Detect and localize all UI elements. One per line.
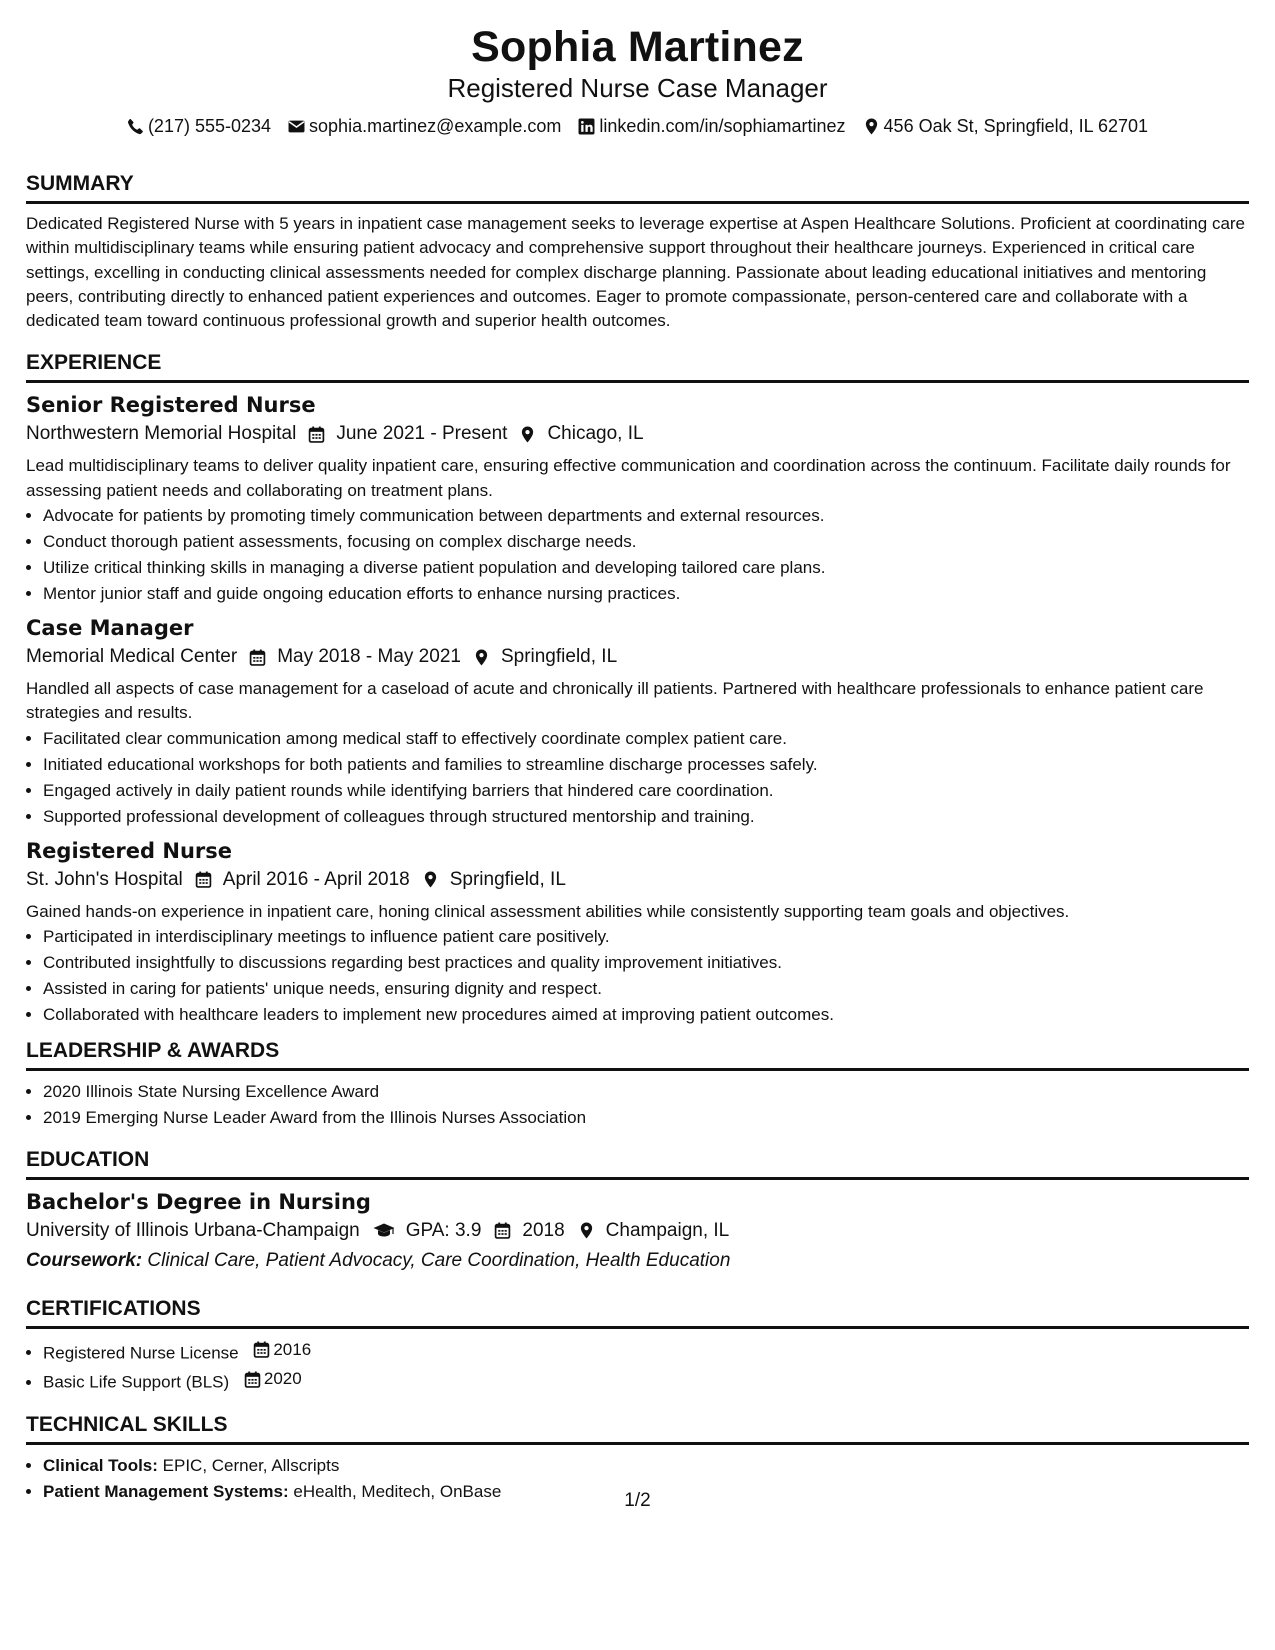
graduation-year-text: 2018	[522, 1219, 565, 1241]
address-text: 456 Oak St, Springfield, IL 62701	[883, 116, 1149, 136]
job-bullet: • Utilize critical thinking skills in managing a diverse patient population and developing tailored care plans.	[43, 555, 1249, 581]
job-bullets	[26, 503, 1249, 607]
coursework	[26, 1246, 1249, 1276]
section-divider	[26, 380, 1249, 383]
school-name: University of Illinois Urbana-Champaign	[26, 1219, 360, 1241]
phone-text: (217) 555-0234	[147, 116, 272, 136]
experience-heading: EXPERIENCE	[26, 351, 162, 375]
education-section	[26, 1147, 1249, 1276]
skill-label: Clinical Tools:	[43, 1455, 158, 1475]
map-pin-icon	[473, 649, 490, 666]
linkedin-icon	[578, 118, 595, 135]
phone-icon	[127, 118, 144, 135]
certification-year	[253, 1337, 311, 1363]
calendar-icon	[244, 1371, 261, 1388]
job-bullet: • Conduct thorough patient assessments, focusing on complex discharge needs.	[43, 529, 1249, 555]
education-meta	[26, 1216, 1249, 1246]
job-location-text: Chicago, IL	[547, 423, 644, 445]
section-divider	[26, 1068, 1249, 1071]
graduation-year	[494, 1216, 564, 1246]
job-dates	[195, 865, 410, 895]
email-text: sophia.martinez@example.com	[309, 116, 562, 136]
contact-address	[863, 114, 1149, 138]
calendar-icon	[494, 1222, 511, 1239]
job-bullet: • Mentor junior staff and guide ongoing education efforts to enhance nursing practices.	[43, 581, 1249, 607]
certification-item	[43, 1337, 1249, 1367]
experience-section	[26, 350, 1249, 1027]
contact-phone[interactable]	[127, 114, 271, 138]
job-employer: St. John's Hospital	[26, 868, 183, 890]
certification-item	[43, 1366, 1249, 1396]
job-title: Case Manager	[26, 616, 194, 641]
job-dates	[249, 642, 461, 672]
skill-value: EPIC, Cerner, Allscripts	[162, 1455, 340, 1475]
job-entry	[26, 391, 1249, 607]
envelope-icon	[288, 118, 305, 135]
job-title: Registered Nurse	[26, 838, 232, 863]
job-location	[519, 419, 643, 449]
awards-list	[26, 1079, 1249, 1131]
job-meta	[26, 419, 1249, 449]
section-divider	[26, 1177, 1249, 1180]
summary-text: Dedicated Registered Nurse with 5 years in inpatient case management seeks to leverage expertise at Aspen Healthcare Solutions. Proficient at coordinating care within multidisciplinary teams while ensuring patient advocacy and comprehensive support throughout their healthcare journeys. Experienced in critical care settings, excelling in conducting clinical assessments needed for complex discharge planning. Passionate about leading educational initiatives and mentoring peers, contributing directly to enhanced patient experiences and outcomes. Eager to promote compassionate, person-centered care and collaborate with a dedicated team toward continuous professional growth and superior health outcomes.	[26, 214, 1246, 331]
certification-year-text: 2020	[263, 1369, 302, 1389]
candidate-title: Registered Nurse Case Manager	[447, 73, 828, 103]
job-bullet: • Assisted in caring for patients' unique needs, ensuring dignity and respect.	[43, 976, 1249, 1002]
summary-section	[26, 171, 1249, 333]
section-divider	[26, 1442, 1249, 1445]
certification-year	[244, 1366, 302, 1392]
job-entry	[26, 614, 1249, 830]
skills-heading: TECHNICAL SKILLS	[26, 1412, 228, 1436]
education-heading: EDUCATION	[26, 1147, 150, 1171]
section-divider	[26, 201, 1249, 204]
job-meta	[26, 642, 1249, 672]
job-description: Lead multidisciplinary teams to deliver quality inpatient care, ensuring effective communication and coordination across the continuum. Facilitate daily rounds for assessing patient needs and collaborating on treatment plans.	[26, 456, 1231, 500]
job-bullet: • Facilitated clear communication among medical staff to effectively coordinate complex patient care.	[43, 726, 1249, 752]
job-dates	[308, 419, 507, 449]
job-dates-text: May 2018 - May 2021	[277, 646, 461, 668]
job-title: Senior Registered Nurse	[26, 393, 316, 418]
certification-year-text: 2016	[273, 1339, 312, 1359]
job-dates-text: June 2021 - Present	[336, 423, 508, 445]
job-description: Handled all aspects of case management for a caseload of acute and chronically ill patients. Partnered with healthcare professionals to enhance patient care strategies and results.	[26, 679, 1204, 723]
job-employer: Northwestern Memorial Hospital	[26, 423, 297, 445]
job-location-text: Springfield, IL	[500, 646, 618, 668]
job-bullets	[26, 726, 1249, 830]
calendar-icon	[253, 1341, 270, 1358]
job-bullet: • Supported professional development of colleagues through structured mentorship and training.	[43, 804, 1249, 830]
map-pin-icon	[863, 118, 880, 135]
calendar-icon	[195, 871, 212, 888]
job-bullet: • Collaborated with healthcare leaders to implement new procedures aimed at improving patient outcomes.	[43, 1002, 1249, 1028]
contact-bar	[26, 114, 1249, 138]
certification-name: Registered Nurse License	[43, 1343, 239, 1363]
candidate-name: Sophia Martinez	[471, 23, 804, 71]
section-divider	[26, 1326, 1249, 1329]
contact-linkedin[interactable]	[578, 114, 845, 138]
graduation-cap-icon	[373, 1222, 395, 1239]
resume-header	[26, 22, 1249, 138]
award-item: • 2020 Illinois State Nursing Excellence Award	[43, 1079, 1249, 1105]
certifications-section	[26, 1296, 1249, 1396]
job-description: Gained hands-on experience in inpatient care, honing clinical assessment abilities while consistently supporting team goals and objectives.	[26, 901, 1070, 921]
school-location	[578, 1216, 730, 1246]
map-pin-icon	[519, 426, 536, 443]
degree-title: Bachelor's Degree in Nursing	[26, 1189, 371, 1214]
award-item: • 2019 Emerging Nurse Leader Award from the Illinois Nurses Association	[43, 1105, 1249, 1131]
job-bullet: • Advocate for patients by promoting timely communication between departments and external resources.	[43, 503, 1249, 529]
job-bullet: • Participated in interdisciplinary meetings to influence patient care positively.	[43, 924, 1249, 950]
job-meta	[26, 865, 1249, 895]
coursework-text: Clinical Care, Patient Advocacy, Care Coordination, Health Education	[147, 1249, 731, 1271]
certifications-list	[26, 1337, 1249, 1396]
skill-item	[43, 1453, 1249, 1479]
awards-heading: LEADERSHIP & AWARDS	[26, 1038, 280, 1062]
gpa	[373, 1216, 482, 1246]
skill-label: Patient Management Systems:	[43, 1481, 289, 1501]
job-employer: Memorial Medical Center	[26, 646, 238, 668]
calendar-icon	[308, 426, 325, 443]
calendar-icon	[249, 649, 266, 666]
gpa-text: GPA: 3.9	[405, 1219, 482, 1241]
job-dates-text: April 2016 - April 2018	[222, 868, 410, 890]
awards-section	[26, 1038, 1249, 1131]
job-location-text: Springfield, IL	[449, 868, 566, 890]
summary-heading: SUMMARY	[26, 172, 134, 195]
page-number: 1/2	[624, 1490, 651, 1511]
map-pin-icon	[422, 871, 439, 888]
job-location	[422, 865, 566, 895]
certification-name: Basic Life Support (BLS)	[43, 1372, 230, 1392]
job-bullet: • Initiated educational workshops for both patients and families to streamline discharge processes safely.	[43, 752, 1249, 778]
linkedin-text: linkedin.com/in/sophiamartinez	[599, 116, 846, 136]
job-bullet: • Engaged actively in daily patient rounds while identifying barriers that hindered care coordination.	[43, 778, 1249, 804]
job-bullets	[26, 924, 1249, 1028]
contact-email[interactable]	[288, 114, 561, 138]
job-bullet: • Contributed insightfully to discussions regarding best practices and quality improvement initiatives.	[43, 950, 1249, 976]
map-pin-icon	[578, 1222, 595, 1239]
coursework-label: Coursework:	[26, 1249, 143, 1271]
job-entry	[26, 837, 1249, 1028]
school-location-text: Champaign, IL	[605, 1219, 730, 1241]
skill-value: eHealth, Meditech, OnBase	[293, 1481, 502, 1501]
job-location	[473, 642, 617, 672]
certifications-heading: CERTIFICATIONS	[26, 1296, 201, 1320]
